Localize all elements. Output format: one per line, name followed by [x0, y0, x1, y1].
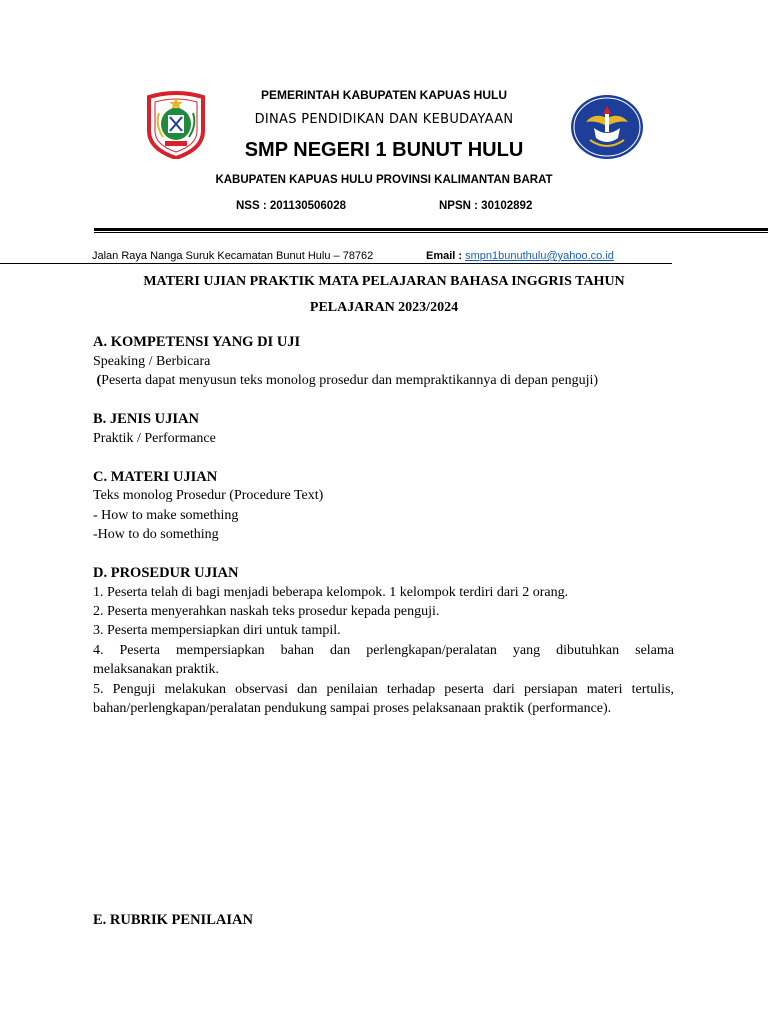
header-region-line: KABUPATEN KAPUAS HULU PROVINSI KALIMANTAN BARAT [215, 174, 553, 186]
header-divider-thin [94, 232, 768, 233]
procedure-step-4-line1: 4. Peserta mempersiapkan bahan dan perlengkapan/peralatan yang dibutuhkan selama [93, 643, 674, 658]
address-underline [0, 263, 672, 264]
email-link[interactable]: smpn1bunuthulu@yahoo.co.id [465, 250, 614, 262]
procedure-step-5-line1: 5. Penguji melakukan observasi dan penilaian terhadap peserta dari persiapan materi tertulis, [93, 682, 674, 697]
section-b-heading: B. JENIS UJIAN [93, 411, 199, 427]
open-paren: ( [96, 373, 102, 388]
document-title-line1: MATERI UJIAN PRAKTIK MATA PELAJARAN BAHASA INGGRIS TAHUN [143, 274, 625, 289]
header-government-line: PEMERINTAH KABUPATEN KAPUAS HULU [261, 88, 507, 102]
document-title-line2: PELAJARAN 2023/2024 [309, 300, 459, 315]
header-school-name: SMP NEGERI 1 BUNUT HULU [244, 139, 524, 161]
section-b-line1: Praktik / Performance [93, 431, 216, 446]
header-nss: NSS : 201130506028 [236, 200, 346, 212]
header-department-line: DINAS PENDIDIKAN DAN KEBUDAYAAN [254, 112, 514, 127]
section-c-line3: -How to do something [93, 527, 219, 542]
header-npsn: NPSN : 30102892 [439, 200, 533, 212]
section-a-line2-text: Peserta dapat menyusun teks monolog prosedur dan mempraktikannya di depan penguji) [101, 373, 599, 388]
procedure-step-2: 2. Peserta menyerahkan naskah teks prosedur kepada penguji. [93, 604, 440, 619]
procedure-step-5-line2: bahan/perlengkapan/peralatan pendukung sampai proses pelaksanaan praktik (performance). [93, 701, 612, 716]
section-a-line1: Speaking / Berbicara [93, 354, 211, 369]
header-email [426, 250, 614, 262]
section-c-line1: Teks monolog Prosedur (Procedure Text) [93, 488, 324, 503]
section-e-heading: E. RUBRIK PENILAIAN [93, 912, 253, 928]
procedure-step-3: 3. Peserta mempersiapkan diri untuk tampil. [93, 623, 341, 638]
procedure-step-4-line2: melaksanakan praktik. [93, 662, 219, 677]
section-d-heading: D. PROSEDUR UJIAN [93, 565, 239, 581]
section-a-line2 [93, 373, 598, 389]
procedure-step-1: 1. Peserta telah di bagi menjadi beberapa kelompok. 1 kelompok terdiri dari 2 orang. [93, 585, 569, 600]
header-address: Jalan Raya Nanga Suruk Kecamatan Bunut Hulu – 78762 [92, 250, 374, 262]
section-c-heading: C. MATERI UJIAN [93, 469, 218, 485]
email-label: Email : [426, 250, 466, 262]
header-divider-thick [94, 228, 768, 231]
section-a-heading: A. KOMPETENSI YANG DI UJI [93, 334, 301, 350]
section-c-line2: - How to make something [93, 508, 239, 523]
